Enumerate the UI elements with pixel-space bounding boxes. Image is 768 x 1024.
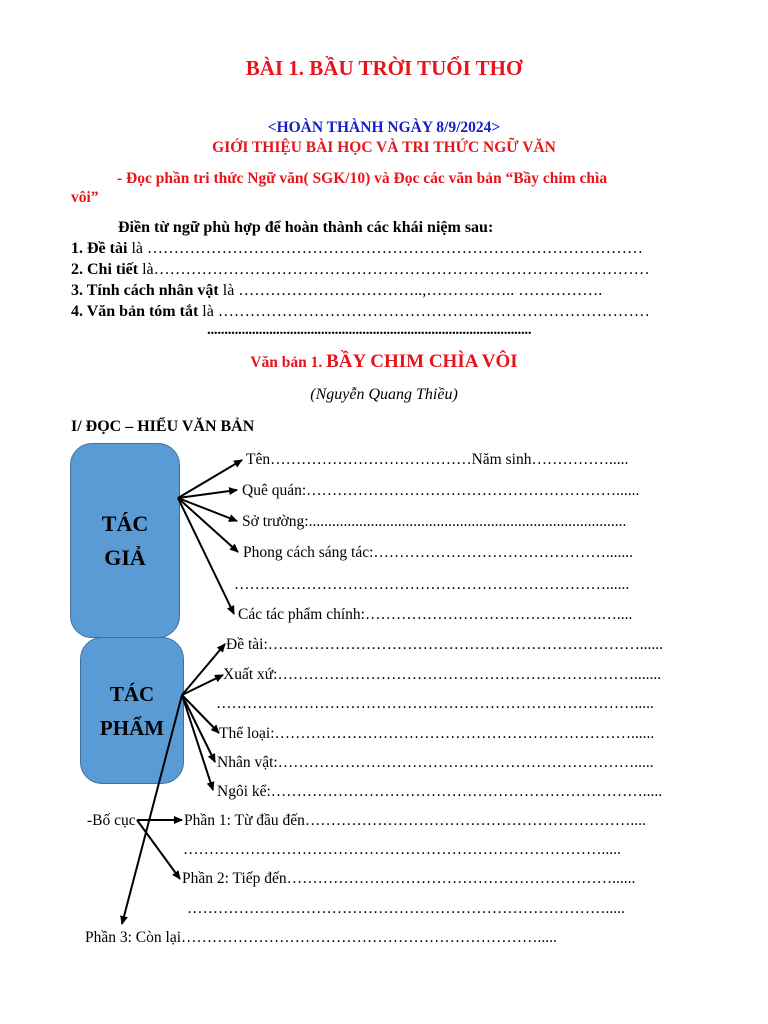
work-origin-continued: ………………………………………………………………………..... <box>216 695 654 712</box>
structure-part-2-continued: ………………………………………………………………………..... <box>187 900 625 917</box>
concept-term: 1. Đề tài <box>71 240 128 257</box>
author-hometown-field: Quê quán:……………………………………………………...... <box>242 482 640 499</box>
structure-part-3: Phần 3: Còn lại……………………………………………………………..... <box>85 929 557 946</box>
author-name-field: Tên…………………………………Năm sinh……………..... <box>246 451 629 468</box>
work-narration-field: Ngôi kể:………………………………………………………………..... <box>217 783 663 800</box>
concept-blank: là ……………………………..,…………….. ……………. <box>218 282 603 299</box>
reading-task-line-2: vôi” <box>71 189 99 206</box>
concept-blank: là………………………………………………………………………………… <box>138 261 650 278</box>
concept-term: 3. Tính cách nhân vật <box>71 282 219 299</box>
author-box-line-1: TÁC <box>101 510 149 536</box>
section-heading: I/ ĐỌC – HIỂU VĂN BẢN <box>71 418 255 435</box>
work-box-line-2: PHẨM <box>99 715 165 740</box>
deadline-note: <HOÀN THÀNH NGÀY 8/9/2024> <box>267 119 501 136</box>
text-title-main: BẦY CHIM CHÌA VÔI <box>326 351 518 372</box>
author-works-field: Các tác phẩm chính:……………………………………….….... <box>238 606 633 623</box>
work-topic-field: Đề tài:………………………………………………………………...... <box>226 636 663 653</box>
fill-instruction: Điền từ ngữ phù hợp để hoàn thành các khái niệm sau: <box>118 219 494 236</box>
concept-blank: là ……………………………………………………………………… <box>198 303 650 320</box>
author-style-continued: ………………………………………………………………...... <box>234 576 630 593</box>
author-line: (Nguyễn Quang Thiều) <box>310 386 458 403</box>
text-title-prefix: Văn bản 1. <box>250 354 327 371</box>
reading-task-line-1: - Đọc phần tri thức Ngữ văn( SGK/10) và Đọc các văn bản “Bầy chim chìa <box>117 170 608 187</box>
work-box-line-1: TÁC <box>109 681 155 706</box>
structure-part-2: Phần 2: Tiếp đến………………………………………………………...... <box>182 870 636 887</box>
structure-part-1: Phần 1: Từ đầu đến……………………………………………………….... <box>184 812 646 829</box>
author-box-line-2: GIẢ <box>104 544 146 570</box>
concept-term: 2. Chi tiết <box>71 261 139 278</box>
structure-part-1-continued: ………………………………………………………………………..... <box>183 841 621 858</box>
separator-line: .............................................................................................. <box>207 322 532 338</box>
work-character-field: Nhân vật:……………………………………………………………..... <box>217 754 654 771</box>
lesson-title: BÀI 1. BẦU TRỜI TUỔI THƠ <box>245 56 523 80</box>
concept-blank: là ………………………………………………………………………………… <box>127 240 643 257</box>
intro-heading: GIỚI THIỆU BÀI HỌC VÀ TRI THỨC NGỮ VĂN <box>212 139 556 156</box>
author-style-field: Phong cách sáng tác:………………………………………....... <box>243 544 634 561</box>
author-strength-field: Sở trường:.................................................................................. <box>242 513 627 530</box>
work-genre-field: Thể loại:……………………………………………………………...... <box>219 725 655 742</box>
structure-label: -Bố cục <box>87 812 136 829</box>
concept-term: 4. Văn bản tóm tắt <box>71 303 199 320</box>
work-origin-field: Xuất xứ:……………………………………………………………....... <box>223 666 662 683</box>
